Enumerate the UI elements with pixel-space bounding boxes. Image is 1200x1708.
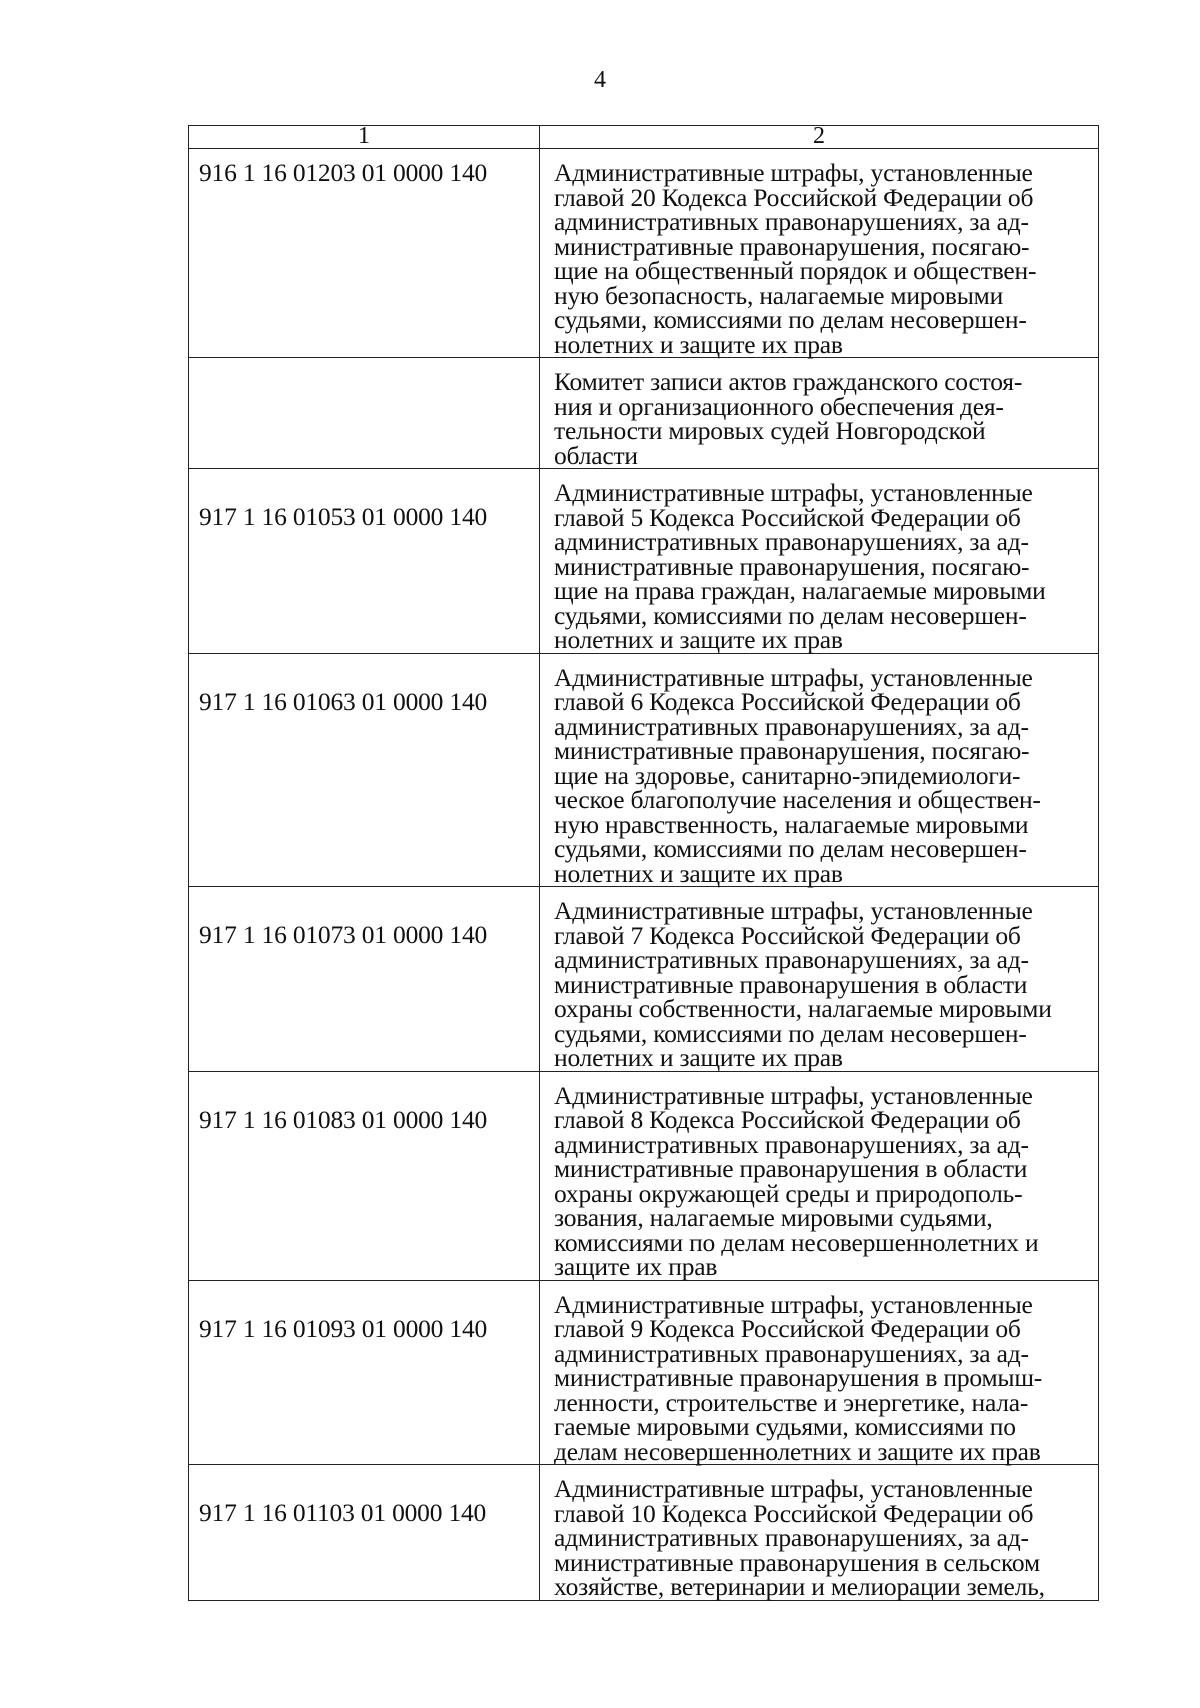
budget-code-cell: 916 1 16 01203 01 0000 140 [189,149,540,358]
budget-code-cell: 917 1 16 01093 01 0000 140 [189,1280,540,1465]
description-line: ния и организационного обеспечения дея- [554,391,1004,421]
description-line: судьями, комиссиями по делам несовершен- [554,600,1027,630]
description-line: комиссиями по делам несовершеннолетних и [554,1227,1039,1257]
description-cell [540,1280,1099,1465]
description-line: министративные правонарушения в промыш- [554,1363,1043,1392]
description-line: министративные правонарушения, посягаю- [554,231,1030,261]
description-line: министративные правонарушения в области [554,1154,1028,1183]
description-cell [540,149,1099,358]
description-line: Административные штрафы, установленные [554,1474,1033,1503]
description-line: административных правонарушениях, за ад- [554,1129,1029,1159]
description-line: административных правонарушениях, за ад- [554,711,1029,741]
budget-code-cell: 917 1 16 01073 01 0000 140 [189,887,540,1072]
budget-code-cell: 917 1 16 01053 01 0000 140 [189,469,540,654]
description-line: министративные правонарушения в сельском [554,1547,1040,1577]
description-line: административных правонарушениях, за ад- [554,527,1029,556]
description-cell [540,1465,1099,1601]
description-line: Административные штрафы, установленные [554,896,1033,925]
description-line: Административные штрафы, установленные [554,478,1033,507]
description-line: щие на здоровье, санитарно-эпидемиологи- [554,760,1021,790]
description-line: административных правонарушениях, за ад- [554,945,1029,974]
description-cell [540,469,1099,654]
description-line: судьями, комиссиями по делам несовершен- [554,305,1027,334]
description-line: щие на общественный порядок и обществен- [554,256,1037,285]
description-line: главой 10 Кодекса Российской Федерации об [554,1498,1034,1528]
description-line: нолетних и защите их прав [554,1043,843,1072]
description-line: Административные штрафы, установленные [554,1080,1033,1110]
description-cell [540,653,1099,887]
description-line: административных правонарушениях, за ад- [554,1338,1029,1368]
description-line: министративные правонарушения в области [554,969,1028,999]
description-line: административных правонарушениях, за ад- [554,1523,1029,1552]
description-line: административных правонарушениях, за ад- [554,207,1029,236]
description-line: судьями, комиссиями по делам несовершен- [554,1018,1027,1048]
table-row [189,469,1099,654]
budget-codes-table [188,125,1099,1601]
table-header-row [189,126,1099,149]
description-line: Комитет записи актов гражданского состоя- [554,367,1023,396]
description-line: тельности мировых судей Новгородской [554,416,986,445]
table-row [189,1280,1099,1465]
description-line: нолетних и защите их прав [554,858,843,888]
description-line: главой 8 Кодекса Российской Федерации об [554,1105,1021,1134]
description-line: министративные правонарушения, посягаю- [554,736,1030,765]
page-number: 4 [594,67,606,93]
table-row [189,358,1099,469]
description-line: министративные правонарушения, посягаю- [554,551,1030,581]
description-line: защите их прав [554,1252,718,1281]
description-line: главой 6 Кодекса Российской Федерации об [554,687,1021,716]
description-line: хозяйстве, ветеринарии и мелиорации земель, [554,1572,1045,1601]
budget-code-cell [189,358,540,469]
description-line: щие на права граждан, налагаемые мировыми [554,576,1046,605]
description-line: ческое благополучие населения и обществен- [554,785,1041,814]
description-line: области [554,440,638,470]
description-line: ную безопасность, налагаемые мировыми [554,280,1004,310]
description-line: судьями, комиссиями по делам несовершен- [554,834,1027,863]
description-line: гаемые мировыми судьями, комиссиями по [554,1412,1016,1441]
description-line: главой 20 Кодекса Российской Федерации об [554,182,1034,212]
table-row [189,1071,1099,1280]
description-line: главой 5 Кодекса Российской Федерации об [554,502,1021,532]
description-line: делам несовершеннолетних и защите их прав [554,1436,1041,1466]
budget-code-cell: 917 1 16 01103 01 0000 140 [189,1465,540,1601]
table-row [189,653,1099,887]
description-cell [540,358,1099,469]
description-line: Административные штрафы, установленные [554,1289,1033,1319]
description-line: главой 7 Кодекса Российской Федерации об [554,920,1021,950]
description-line: ную нравственность, налагаемые мировыми [554,809,1029,839]
description-line: охраны собственности, налагаемые мировыми [554,994,1052,1023]
description-line: Административные штрафы, установленные [554,662,1033,692]
column-header-description: 2 [540,126,1099,149]
column-header-code: 1 [189,126,540,149]
description-line: нолетних и защите их прав [554,625,843,654]
table-row [189,149,1099,358]
description-line: нолетних и защите их прав [554,329,843,359]
description-cell [540,1071,1099,1280]
table-row [189,887,1099,1072]
description-line: ленности, строительстве и энергетике, нала- [554,1387,1029,1417]
description-line: охраны окружающей среды и природополь- [554,1178,1023,1208]
description-line: главой 9 Кодекса Российской Федерации об [554,1314,1021,1343]
description-cell [540,887,1099,1072]
description-line: зования, налагаемые мировыми судьями, [554,1203,993,1232]
budget-code-cell: 917 1 16 01083 01 0000 140 [189,1071,540,1280]
budget-code-cell: 917 1 16 01063 01 0000 140 [189,653,540,887]
description-line: Административные штрафы, установленные [554,158,1033,187]
table-body [189,123,1099,1601]
table-row [189,1465,1099,1601]
